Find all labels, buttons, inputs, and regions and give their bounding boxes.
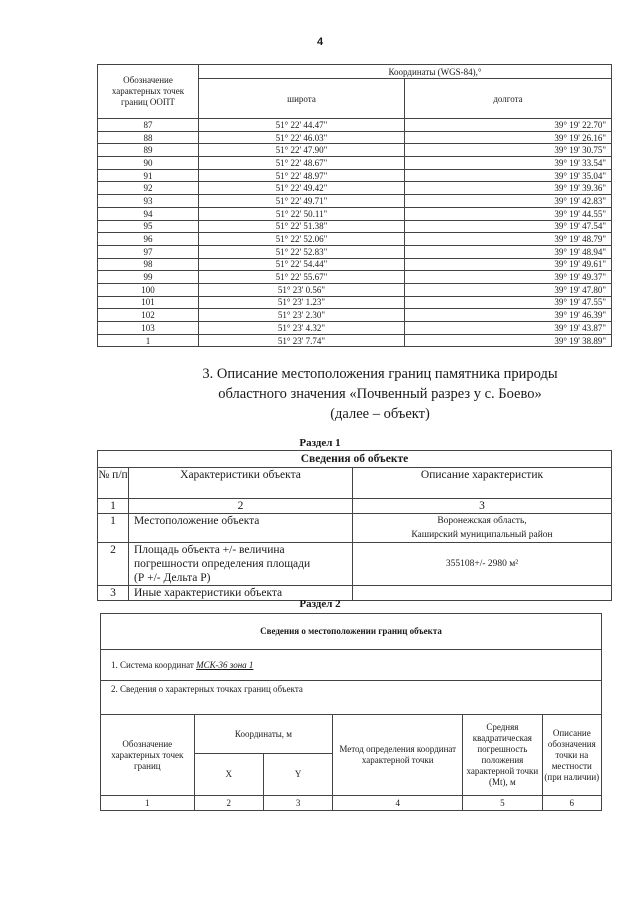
latitude-cell: 51° 22' 48.67" [199, 157, 405, 170]
latitude-cell: 51° 22' 49.42" [199, 182, 405, 195]
table-header-row [98, 65, 612, 79]
characteristic-location: Местоположение объекта [129, 514, 353, 543]
index-row [98, 499, 612, 514]
header-latitude: широта [199, 79, 405, 119]
table-row [98, 195, 612, 208]
page-number: 4 [316, 36, 324, 48]
coord-system-row [101, 650, 602, 681]
latitude-cell: 51° 22' 52.06" [199, 233, 405, 246]
point-designation-cell: 103 [98, 322, 199, 335]
table-row [98, 543, 612, 586]
table-row [98, 144, 612, 157]
table-row [98, 309, 612, 322]
table-row [98, 169, 612, 182]
coord-system-cell [101, 650, 602, 681]
row-number: 3 [98, 586, 129, 601]
index-cell: 6 [542, 796, 601, 811]
area-line-3: (Р +/- Дельта Р) [134, 572, 211, 584]
table-header-row [101, 715, 602, 754]
header-point-designation: Обозначение характерных точек границ ООПТ [98, 65, 199, 119]
point-designation-cell: 100 [98, 283, 199, 296]
longitude-cell: 39° 19' 49.61" [405, 258, 612, 271]
point-designation-cell: 89 [98, 144, 199, 157]
section-3-line-2: областного значения «Почвенный разрез у с. Боево» [218, 386, 542, 402]
table-row [98, 131, 612, 144]
point-designation-cell: 99 [98, 271, 199, 284]
table-row [98, 245, 612, 258]
latitude-cell: 51° 23' 0.56" [199, 283, 405, 296]
point-designation-cell: 88 [98, 131, 199, 144]
point-designation-cell: 87 [98, 119, 199, 132]
longitude-cell: 39° 19' 46.39" [405, 309, 612, 322]
row-number: 1 [98, 514, 129, 543]
object-info-table [97, 450, 612, 601]
point-designation-cell: 98 [98, 258, 199, 271]
location-line-1: Воронежская область, [437, 516, 527, 526]
point-designation-cell: 102 [98, 309, 199, 322]
header-number: № п/п [98, 468, 129, 499]
table-row [98, 258, 612, 271]
latitude-cell: 51° 23' 1.23" [199, 296, 405, 309]
longitude-cell: 39° 19' 44.55" [405, 207, 612, 220]
table-row [98, 271, 612, 284]
point-designation-cell: 96 [98, 233, 199, 246]
index-cell: 3 [263, 796, 332, 811]
table-row [98, 283, 612, 296]
latitude-cell: 51° 22' 48.97" [199, 169, 405, 182]
latitude-cell: 51° 23' 2.30" [199, 309, 405, 322]
table-title-row [98, 451, 612, 468]
header-point-description: Описание обозначения точки на местности (при наличии) [542, 715, 601, 796]
index-cell: 1 [101, 796, 195, 811]
latitude-cell: 51° 22' 44.47" [199, 119, 405, 132]
points-info-cell: 2. Сведения о характерных точках границ объекта [101, 681, 602, 715]
point-designation-cell: 92 [98, 182, 199, 195]
area-line-1: Площадь объекта +/- величина [134, 544, 285, 556]
latitude-cell: 51° 23' 7.74" [199, 334, 405, 347]
longitude-cell: 39° 19' 48.79" [405, 233, 612, 246]
header-longitude: долгота [405, 79, 612, 119]
characteristic-other: Иные характеристики объекта [129, 586, 353, 601]
longitude-cell: 39° 19' 47.55" [405, 296, 612, 309]
table-header-row [98, 468, 612, 499]
section-3-line-1: 3. Описание местоположения границ памятника природы [202, 366, 558, 382]
index-cell: 2 [194, 796, 263, 811]
row-number: 2 [98, 543, 129, 586]
points-info-row [101, 681, 602, 715]
point-designation-cell: 93 [98, 195, 199, 208]
point-designation-cell: 97 [98, 245, 199, 258]
header-description: Описание характеристик [353, 468, 612, 499]
header-coordinates: Координаты (WGS-84),° [199, 65, 612, 79]
table-row [98, 233, 612, 246]
index-cell: 2 [129, 499, 353, 514]
longitude-cell: 39° 19' 49.37" [405, 271, 612, 284]
index-cell: 5 [463, 796, 542, 811]
point-designation-cell: 95 [98, 220, 199, 233]
table-row [98, 207, 612, 220]
header-x: X [194, 754, 263, 796]
section-3-line-3: (далее – объект) [330, 406, 430, 422]
longitude-cell: 39° 19' 43.87" [405, 322, 612, 335]
object-info-title: Сведения об объекте [98, 451, 612, 468]
latitude-cell: 51° 22' 52.83" [199, 245, 405, 258]
table-row [98, 119, 612, 132]
longitude-cell: 39° 19' 47.80" [405, 283, 612, 296]
point-designation-cell: 1 [98, 334, 199, 347]
latitude-cell: 51° 22' 47.90" [199, 144, 405, 157]
latitude-cell: 51° 22' 50.11" [199, 207, 405, 220]
point-designation-cell: 101 [98, 296, 199, 309]
index-row [101, 796, 602, 811]
longitude-cell: 39° 19' 33.54" [405, 157, 612, 170]
index-cell: 3 [353, 499, 612, 514]
longitude-cell: 39° 19' 30.75" [405, 144, 612, 157]
index-cell: 4 [333, 796, 463, 811]
longitude-cell: 39° 19' 35.04" [405, 169, 612, 182]
wgs84-coordinates-table [97, 64, 612, 347]
latitude-cell: 51° 22' 46.03" [199, 131, 405, 144]
latitude-cell: 51° 23' 4.32" [199, 322, 405, 335]
index-cell: 1 [98, 499, 129, 514]
longitude-cell: 39° 19' 39.36" [405, 182, 612, 195]
header-characteristics: Характеристики объекта [129, 468, 353, 499]
header-coordinates: Координаты, м [194, 715, 333, 754]
latitude-cell: 51° 22' 51.38" [199, 220, 405, 233]
table-row [98, 182, 612, 195]
longitude-cell: 39° 19' 38.89" [405, 334, 612, 347]
longitude-cell: 39° 19' 22.70" [405, 119, 612, 132]
razdel-1-title: Раздел 1 [299, 437, 341, 449]
table-row [98, 514, 612, 543]
longitude-cell: 39° 19' 48.94" [405, 245, 612, 258]
razdel-2-title: Раздел 2 [299, 598, 341, 610]
description-location [353, 514, 612, 543]
table-row [98, 157, 612, 170]
point-designation-cell: 91 [98, 169, 199, 182]
latitude-cell: 51° 22' 49.71" [199, 195, 405, 208]
section-3-heading [160, 364, 600, 424]
boundary-location-table [100, 613, 602, 811]
location-line-2: Каширский муниципальный район [411, 530, 553, 540]
header-error: Средняя квадратическая погрешность положения характерной точки (Mt), м [463, 715, 542, 796]
header-y: Y [263, 754, 332, 796]
boundary-location-title: Сведения о местоположении границ объекта [101, 614, 602, 650]
area-line-2: погрешности определения площади [134, 558, 311, 570]
header-method: Метод определения координат характерной точки [333, 715, 463, 796]
latitude-cell: 51° 22' 54.44" [199, 258, 405, 271]
characteristic-area [129, 543, 353, 586]
longitude-cell: 39° 19' 26.16" [405, 131, 612, 144]
longitude-cell: 39° 19' 47.54" [405, 220, 612, 233]
table-row [98, 296, 612, 309]
table-title-row [101, 614, 602, 650]
table-row [98, 322, 612, 335]
description-area: 355108+/- 2980 м² [353, 543, 612, 586]
table-row [98, 334, 612, 347]
latitude-cell: 51° 22' 55.67" [199, 271, 405, 284]
table-row [98, 220, 612, 233]
coord-system-label: 1. Система координат [111, 659, 197, 670]
longitude-cell: 39° 19' 42.83" [405, 195, 612, 208]
coord-system-value: МСК-36 зона 1 [196, 659, 254, 670]
point-designation-cell: 90 [98, 157, 199, 170]
point-designation-cell: 94 [98, 207, 199, 220]
header-point-designation: Обозначение характерных точек границ [101, 715, 195, 796]
